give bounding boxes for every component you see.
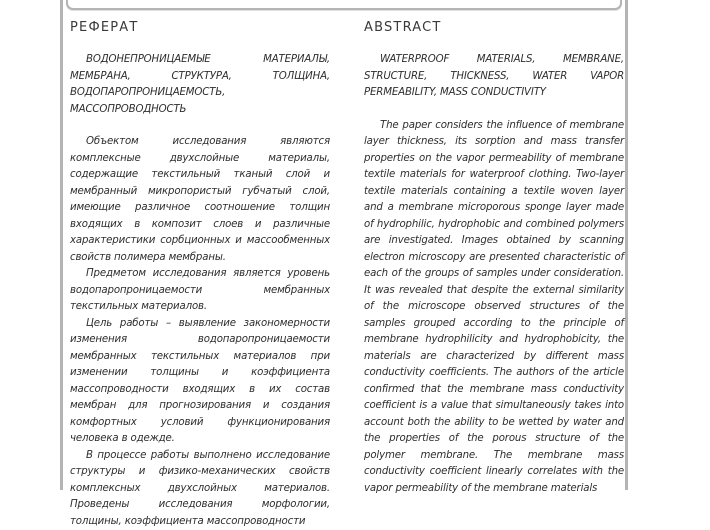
russian-paragraph-goal: Цель работы – выявление закономерности изменения водопаропроницаемости мембранных текстильных материалов при изменении толщины и коэффициента массопроводности входящих в их состав мембран для прогнозирования и создания комфортных условий функционирования человека в одежде. (70, 316, 330, 448)
english-abstract-heading: ABSTRACT (364, 19, 624, 37)
russian-keywords: ВОДОНЕПРОНИЦАЕМЫЕ МАТЕРИАЛЫ, МЕМБРАНА, СТРУКТУРА, ТОЛЩИНА, ВОДОПАРОПРОНИЦАЕМОСТЬ, МАССОПРОВОДНОСТЬ (70, 52, 330, 118)
russian-paragraph-process: В процессе работы выполнено исследование структуры и физико-механических свойств комплексных двухслойных материалов. Проведены исследования морфологии, толщины, коэффициента массопроводности (70, 448, 330, 530)
russian-abstract-heading: РЕФЕРАТ (70, 19, 330, 37)
russian-paragraph-subject: Предметом исследования является уровень водопаропроницаемости мембранных текстильных материалов. (70, 266, 330, 316)
russian-paragraph-object: Объектом исследования являются комплексные двухслойные материалы, содержащие текстильный тканый слой и мембранный микропористый губчатый слой, имеющие различное соотношение толщин входящих в композит слоев и различные характеристики сорбционных и массообменных свойств полимера мембраны. (70, 134, 330, 266)
english-abstract-column (364, 19, 624, 497)
top-panel (66, 0, 622, 10)
english-paragraph-abstract: The paper considers the influence of membrane layer thickness, its sorption and mass transfer properties on the vapor permeability of membrane textile materials for waterproof clothing. Two-layer textile materials containing a textile woven layer and a membrane microporous sponge layer made of hydrophilic, hydrophobic and combined polymers are investigated. Images obtained by scanning electron microscopy are presented characteristic of each of the groups of samples under consideration. It was revealed that despite the external similarity of the microscope observed structures of the samples grouped according to the principle of membrane hydrophilicity and hydrophobicity, the materials are characterized by different mass conductivity coefficients. The authors of the article confirmed that the membrane mass conductivity coefficient is a value that simultaneously takes into account both the ability to be wetted by water and the properties of the porous structure of the polymer membrane. The membrane mass conductivity coefficient linearly correlates with the vapor permeability of the membrane materials (364, 118, 624, 498)
russian-abstract-column (70, 19, 330, 530)
english-keywords: WATERPROOF MATERIALS, MEMBRANE, STRUCTURE, THICKNESS, WATER VAPOR PERMEABILITY, MASS CONDUCTIVITY (364, 52, 624, 102)
